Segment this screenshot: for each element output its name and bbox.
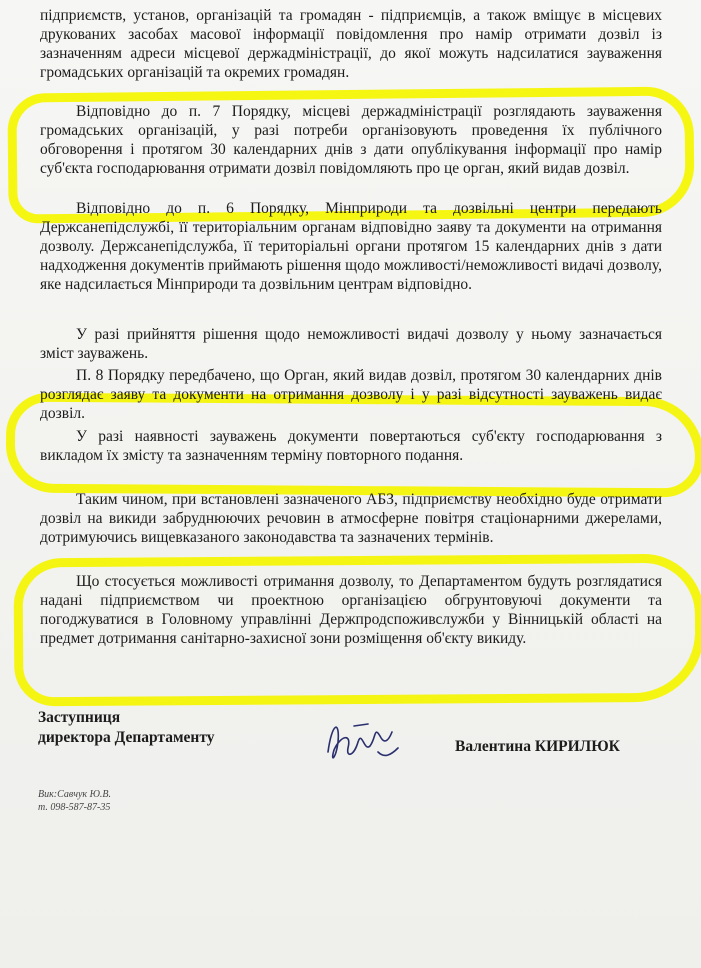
executor-phone: т. 098-587-87-35 (38, 802, 111, 813)
paragraph-5: П. 8 Порядку передбачено, що Орган, який видав дозвіл, протягом 30 календарних днів розглядає заяву та документи на отримання дозволу і у разі відсутності зауважень видає дозвіл. (40, 367, 662, 422)
paragraph-2: Відповідно до п. 7 Порядку, місцеві держадміністрації розглядають зауваження громадських організацій, у разі потреби організовують проведення їх публічного обговорення і протягом 30 календарних днів з дати опублікування інформації про намір суб'єкта господарювання отримати дозвіл повідомляють про це орган, який видав дозвіл. (40, 103, 662, 177)
executor-name: Вик:Савчук Ю.В. (38, 789, 112, 800)
paragraph-4: У разі прийняття рішення щодо неможливості видачі дозволу у ньому зазначається зміст зауважень. (40, 326, 662, 362)
paragraph-8: Що стосується можливості отримання дозволу, то Департаментом будуть розглядатися надані підприємством чи проектною організацією обгрунтовуючі документи та погоджуватися в Головному управлінні Держпродспоживслужби у Вінницькій області на предмет дотримання санітарно-захисної зони розміщення об'єкту викиду. (40, 573, 662, 647)
handwritten-signature (318, 712, 404, 774)
paragraph-7: Таким чином, при встановлені зазначеного АБЗ, підприємству необхідно буде отримати дозвіл на викиди забруднюючих речовин в атмосферне повітря стаціонарними джерелами, дотримуючись вищевказаного законодавства та зазначених термінів. (40, 491, 662, 546)
signatory-name: Валентина КИРИЛЮК (455, 738, 620, 755)
signatory-title: Заступниця директора Департаменту (38, 709, 215, 746)
paragraph-1: підприємств, установ, організацій та громадян - підприємців, а також вміщує в місцевих друкованих засобах масової інформації повідомлення про намір отримати дозвіл із зазначенням адреси місцевої держадміністрації, до якої можуть надсилатися зауваження громадських організацій та окремих громадян. (40, 7, 662, 81)
paragraph-6: У разі наявності зауважень документи повертаються суб'єкту господарювання з викладом їх змісту та зазначенням терміну повторного подання. (40, 428, 662, 464)
paragraph-3: Відповідно до п. 6 Порядку, Мінприроди та дозвільні центри передають Держсанепідслужбі, її територіальним органам відповідно заяву та документи на отримання дозволу. Держсанепідслужба, її територіальні органи протягом 15 календарних днів з дати надходження документів приймають рішення щодо можливості/неможливості видачі дозволу, яке надсилається Мінприроди та дозвільним центрам відповідно. (40, 200, 662, 293)
executor-info (38, 788, 111, 814)
